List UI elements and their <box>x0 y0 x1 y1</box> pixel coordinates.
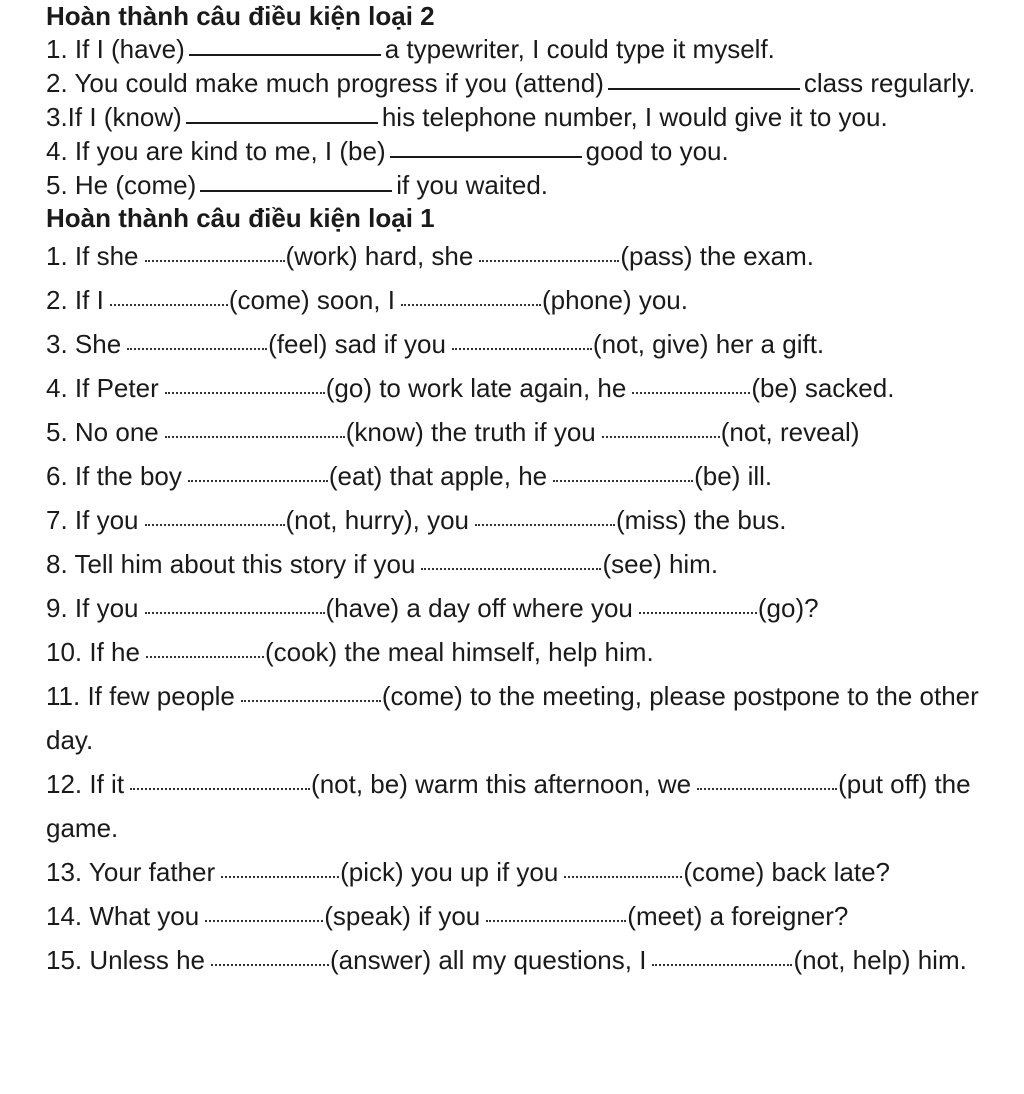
item-text: 8. Tell him about this story if you <box>46 549 416 579</box>
answer-blank[interactable] <box>110 303 228 306</box>
exercise-item <box>46 168 1006 202</box>
item-text: (phone) you. <box>541 285 688 315</box>
answer-blank[interactable] <box>211 963 329 966</box>
answer-blank[interactable] <box>602 435 720 438</box>
answer-blank[interactable] <box>475 523 615 526</box>
section-title: Hoàn thành câu điều kiện loại 1 <box>46 203 435 233</box>
item-text: (go)? <box>757 593 819 623</box>
answer-blank[interactable] <box>165 435 345 438</box>
exercise-item <box>46 498 1006 542</box>
exercise-item <box>46 938 1006 982</box>
item-text: (pick) you up if you <box>340 857 559 887</box>
item-text: (pass) the exam. <box>620 241 814 271</box>
answer-blank[interactable] <box>479 259 619 262</box>
item-text: (miss) the bus. <box>616 505 787 535</box>
exercise-item <box>46 850 1006 894</box>
item-text: (be) sacked. <box>751 373 895 403</box>
exercise-item <box>46 278 1006 322</box>
answer-blank[interactable] <box>146 655 264 658</box>
answer-blank[interactable] <box>130 787 310 790</box>
answer-blank[interactable] <box>639 611 757 614</box>
item-text: 12. If it <box>46 769 125 799</box>
item-text: (feel) sad if you <box>268 329 446 359</box>
item-text: (work) hard, she <box>285 241 474 271</box>
answer-blank[interactable] <box>486 919 626 922</box>
item-text: good to you. <box>585 136 729 166</box>
item-text: (come) back late? <box>683 857 891 887</box>
item-text: his telephone number, I would give it to you. <box>381 102 888 132</box>
item-text: 10. If he <box>46 637 140 667</box>
answer-blank[interactable] <box>632 391 750 394</box>
item-text: (not, reveal) <box>720 417 860 447</box>
item-text: (have) a day off where you <box>325 593 633 623</box>
item-text: (come) soon, I <box>228 285 395 315</box>
item-text: 13. Your father <box>46 857 216 887</box>
answer-blank[interactable] <box>189 53 381 56</box>
answer-blank[interactable] <box>608 87 800 90</box>
exercise-item <box>46 674 1006 762</box>
section-title: Hoàn thành câu điều kiện loại 2 <box>46 1 435 31</box>
item-text: (know) the truth if you <box>345 417 596 447</box>
answer-blank[interactable] <box>205 919 323 922</box>
item-text: (not, hurry), you <box>285 505 470 535</box>
answer-blank[interactable] <box>564 875 682 878</box>
item-text: a typewriter, I could type it myself. <box>384 34 775 64</box>
item-text: 11. If few people <box>46 681 235 711</box>
exercise-item <box>46 762 1006 850</box>
item-text: (go) to work late again, he <box>325 373 627 403</box>
answer-blank[interactable] <box>390 155 582 158</box>
item-text: (meet) a foreigner? <box>627 901 849 931</box>
exercise-item <box>46 542 1006 586</box>
item-text: (put off) the game. <box>46 769 971 843</box>
item-text: 2. If I <box>46 285 104 315</box>
answer-blank[interactable] <box>145 523 285 526</box>
item-text: (see) him. <box>602 549 719 579</box>
item-text: (not, be) warm this afternoon, we <box>311 769 692 799</box>
answer-blank[interactable] <box>452 347 592 350</box>
exercise-item <box>46 366 1006 410</box>
answer-blank[interactable] <box>697 787 837 790</box>
answer-blank[interactable] <box>421 567 601 570</box>
item-text: 4. If you are kind to me, I (be) <box>46 136 386 166</box>
item-text: (be) ill. <box>694 461 773 491</box>
item-text: 3. She <box>46 329 122 359</box>
answer-blank[interactable] <box>200 189 392 192</box>
item-text: 1. If she <box>46 241 139 271</box>
item-text: (speak) if you <box>324 901 481 931</box>
answer-blank[interactable] <box>186 121 378 124</box>
item-text: 15. Unless he <box>46 945 205 975</box>
item-text: 14. What you <box>46 901 200 931</box>
item-text: 7. If you <box>46 505 139 535</box>
item-text: (answer) all my questions, I <box>329 945 647 975</box>
item-text: 6. If the boy <box>46 461 182 491</box>
item-text: 2. You could make much progress if you (attend) <box>46 68 604 98</box>
item-text: (not, give) her a gift. <box>592 329 825 359</box>
exercise-item <box>46 100 1006 134</box>
item-text: 4. If Peter <box>46 373 159 403</box>
item-text: 9. If you <box>46 593 139 623</box>
item-text: (eat) that apple, he <box>328 461 548 491</box>
answer-blank[interactable] <box>165 391 325 394</box>
exercise-item <box>46 630 1006 674</box>
exercise-item <box>46 454 1006 498</box>
exercise-item <box>46 134 1006 168</box>
exercise-item <box>46 66 1006 100</box>
item-text: (come) to the meeting, please postpone to the other day. <box>46 681 979 755</box>
worksheet <box>46 0 1006 982</box>
item-text: 3.If I (know) <box>46 102 182 132</box>
exercise-item <box>46 234 1006 278</box>
section-conditional-type-2 <box>46 0 1006 202</box>
exercise-item <box>46 586 1006 630</box>
answer-blank[interactable] <box>145 259 285 262</box>
answer-blank[interactable] <box>145 611 325 614</box>
answer-blank[interactable] <box>221 875 339 878</box>
item-text: if you waited. <box>396 170 549 200</box>
answer-blank[interactable] <box>553 479 693 482</box>
answer-blank[interactable] <box>401 303 541 306</box>
exercise-item <box>46 410 1006 454</box>
answer-blank[interactable] <box>241 699 381 702</box>
exercise-item <box>46 894 1006 938</box>
item-text: 5. He (come) <box>46 170 197 200</box>
item-text: (not, help) him. <box>793 945 967 975</box>
item-text: class regularly. <box>803 68 976 98</box>
answer-blank[interactable] <box>127 347 267 350</box>
section-conditional-type-1 <box>46 202 1006 982</box>
answer-blank[interactable] <box>652 963 792 966</box>
exercise-item <box>46 322 1006 366</box>
exercise-item <box>46 32 1006 66</box>
item-text: (cook) the meal himself, help him. <box>264 637 654 667</box>
item-text: 1. If I (have) <box>46 34 185 64</box>
item-text: 5. No one <box>46 417 159 447</box>
answer-blank[interactable] <box>188 479 328 482</box>
